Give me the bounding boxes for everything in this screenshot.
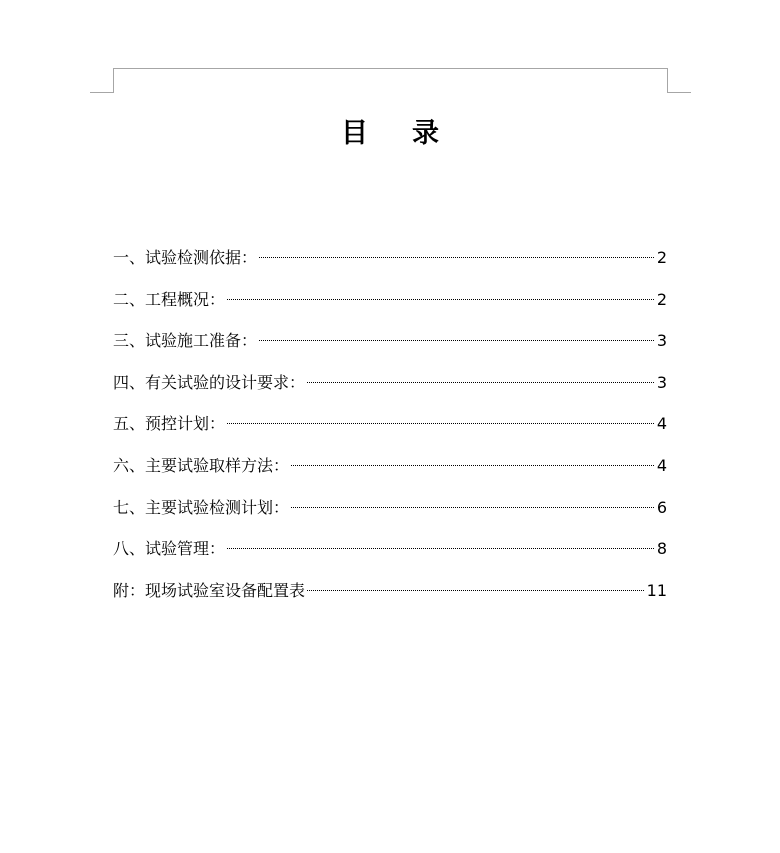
toc-entry-page: 3 bbox=[656, 331, 667, 351]
toc-entry-label: 二、工程概况： bbox=[113, 289, 226, 309]
toc-entry-label: 八、试验管理： bbox=[113, 539, 226, 559]
toc-entry[interactable] bbox=[113, 454, 667, 496]
toc-entry-page: 3 bbox=[656, 372, 667, 392]
toc-entry-page: 2 bbox=[656, 248, 667, 267]
header-margin-line bbox=[113, 68, 668, 69]
toc-dot-leader bbox=[307, 590, 644, 591]
toc-dot-leader bbox=[227, 423, 654, 424]
toc-entry-label: 四、有关试验的设计要求： bbox=[113, 372, 306, 392]
toc-entry-page: 4 bbox=[656, 414, 667, 434]
toc-dot-leader bbox=[291, 507, 654, 508]
toc-dot-leader bbox=[227, 548, 654, 549]
toc-dot-leader bbox=[307, 382, 654, 383]
toc-entry[interactable] bbox=[113, 579, 667, 621]
toc-entry[interactable] bbox=[113, 329, 667, 371]
toc-entry[interactable] bbox=[113, 288, 667, 330]
toc-entry-page: 8 bbox=[656, 539, 667, 559]
crop-mark-left-vertical bbox=[113, 69, 114, 92]
crop-mark-left-horizontal bbox=[90, 92, 114, 93]
toc-entry-label: 三、试验施工准备： bbox=[113, 331, 258, 351]
toc-dot-leader bbox=[259, 257, 654, 258]
toc-entry[interactable] bbox=[113, 371, 667, 413]
toc-dot-leader bbox=[291, 465, 654, 466]
toc-entry-page: 6 bbox=[656, 497, 667, 517]
toc-entry-label: 五、预控计划： bbox=[113, 414, 226, 434]
toc-title: 目录 bbox=[341, 118, 483, 149]
toc-entry-page: 4 bbox=[656, 455, 667, 475]
crop-mark-right-horizontal bbox=[667, 92, 691, 93]
toc-entry-page: 2 bbox=[656, 289, 667, 309]
toc-entry[interactable] bbox=[113, 496, 667, 538]
toc-dot-leader bbox=[227, 299, 654, 300]
toc-entry-label: 六、主要试验取样方法： bbox=[113, 455, 290, 475]
toc-entry[interactable] bbox=[113, 246, 667, 288]
crop-mark-right-vertical bbox=[667, 69, 668, 92]
toc-entry[interactable] bbox=[113, 412, 667, 454]
toc-entry-label: 七、主要试验检测计划： bbox=[113, 497, 290, 517]
toc-entry-label: 一、试验检测依据： bbox=[113, 248, 258, 267]
toc-entry-page: 11 bbox=[646, 580, 667, 600]
toc-dot-leader bbox=[259, 340, 654, 341]
toc-entry[interactable] bbox=[113, 537, 667, 579]
toc-entry-label: 附：现场试验室设备配置表 bbox=[113, 580, 306, 600]
toc-list bbox=[113, 246, 667, 620]
